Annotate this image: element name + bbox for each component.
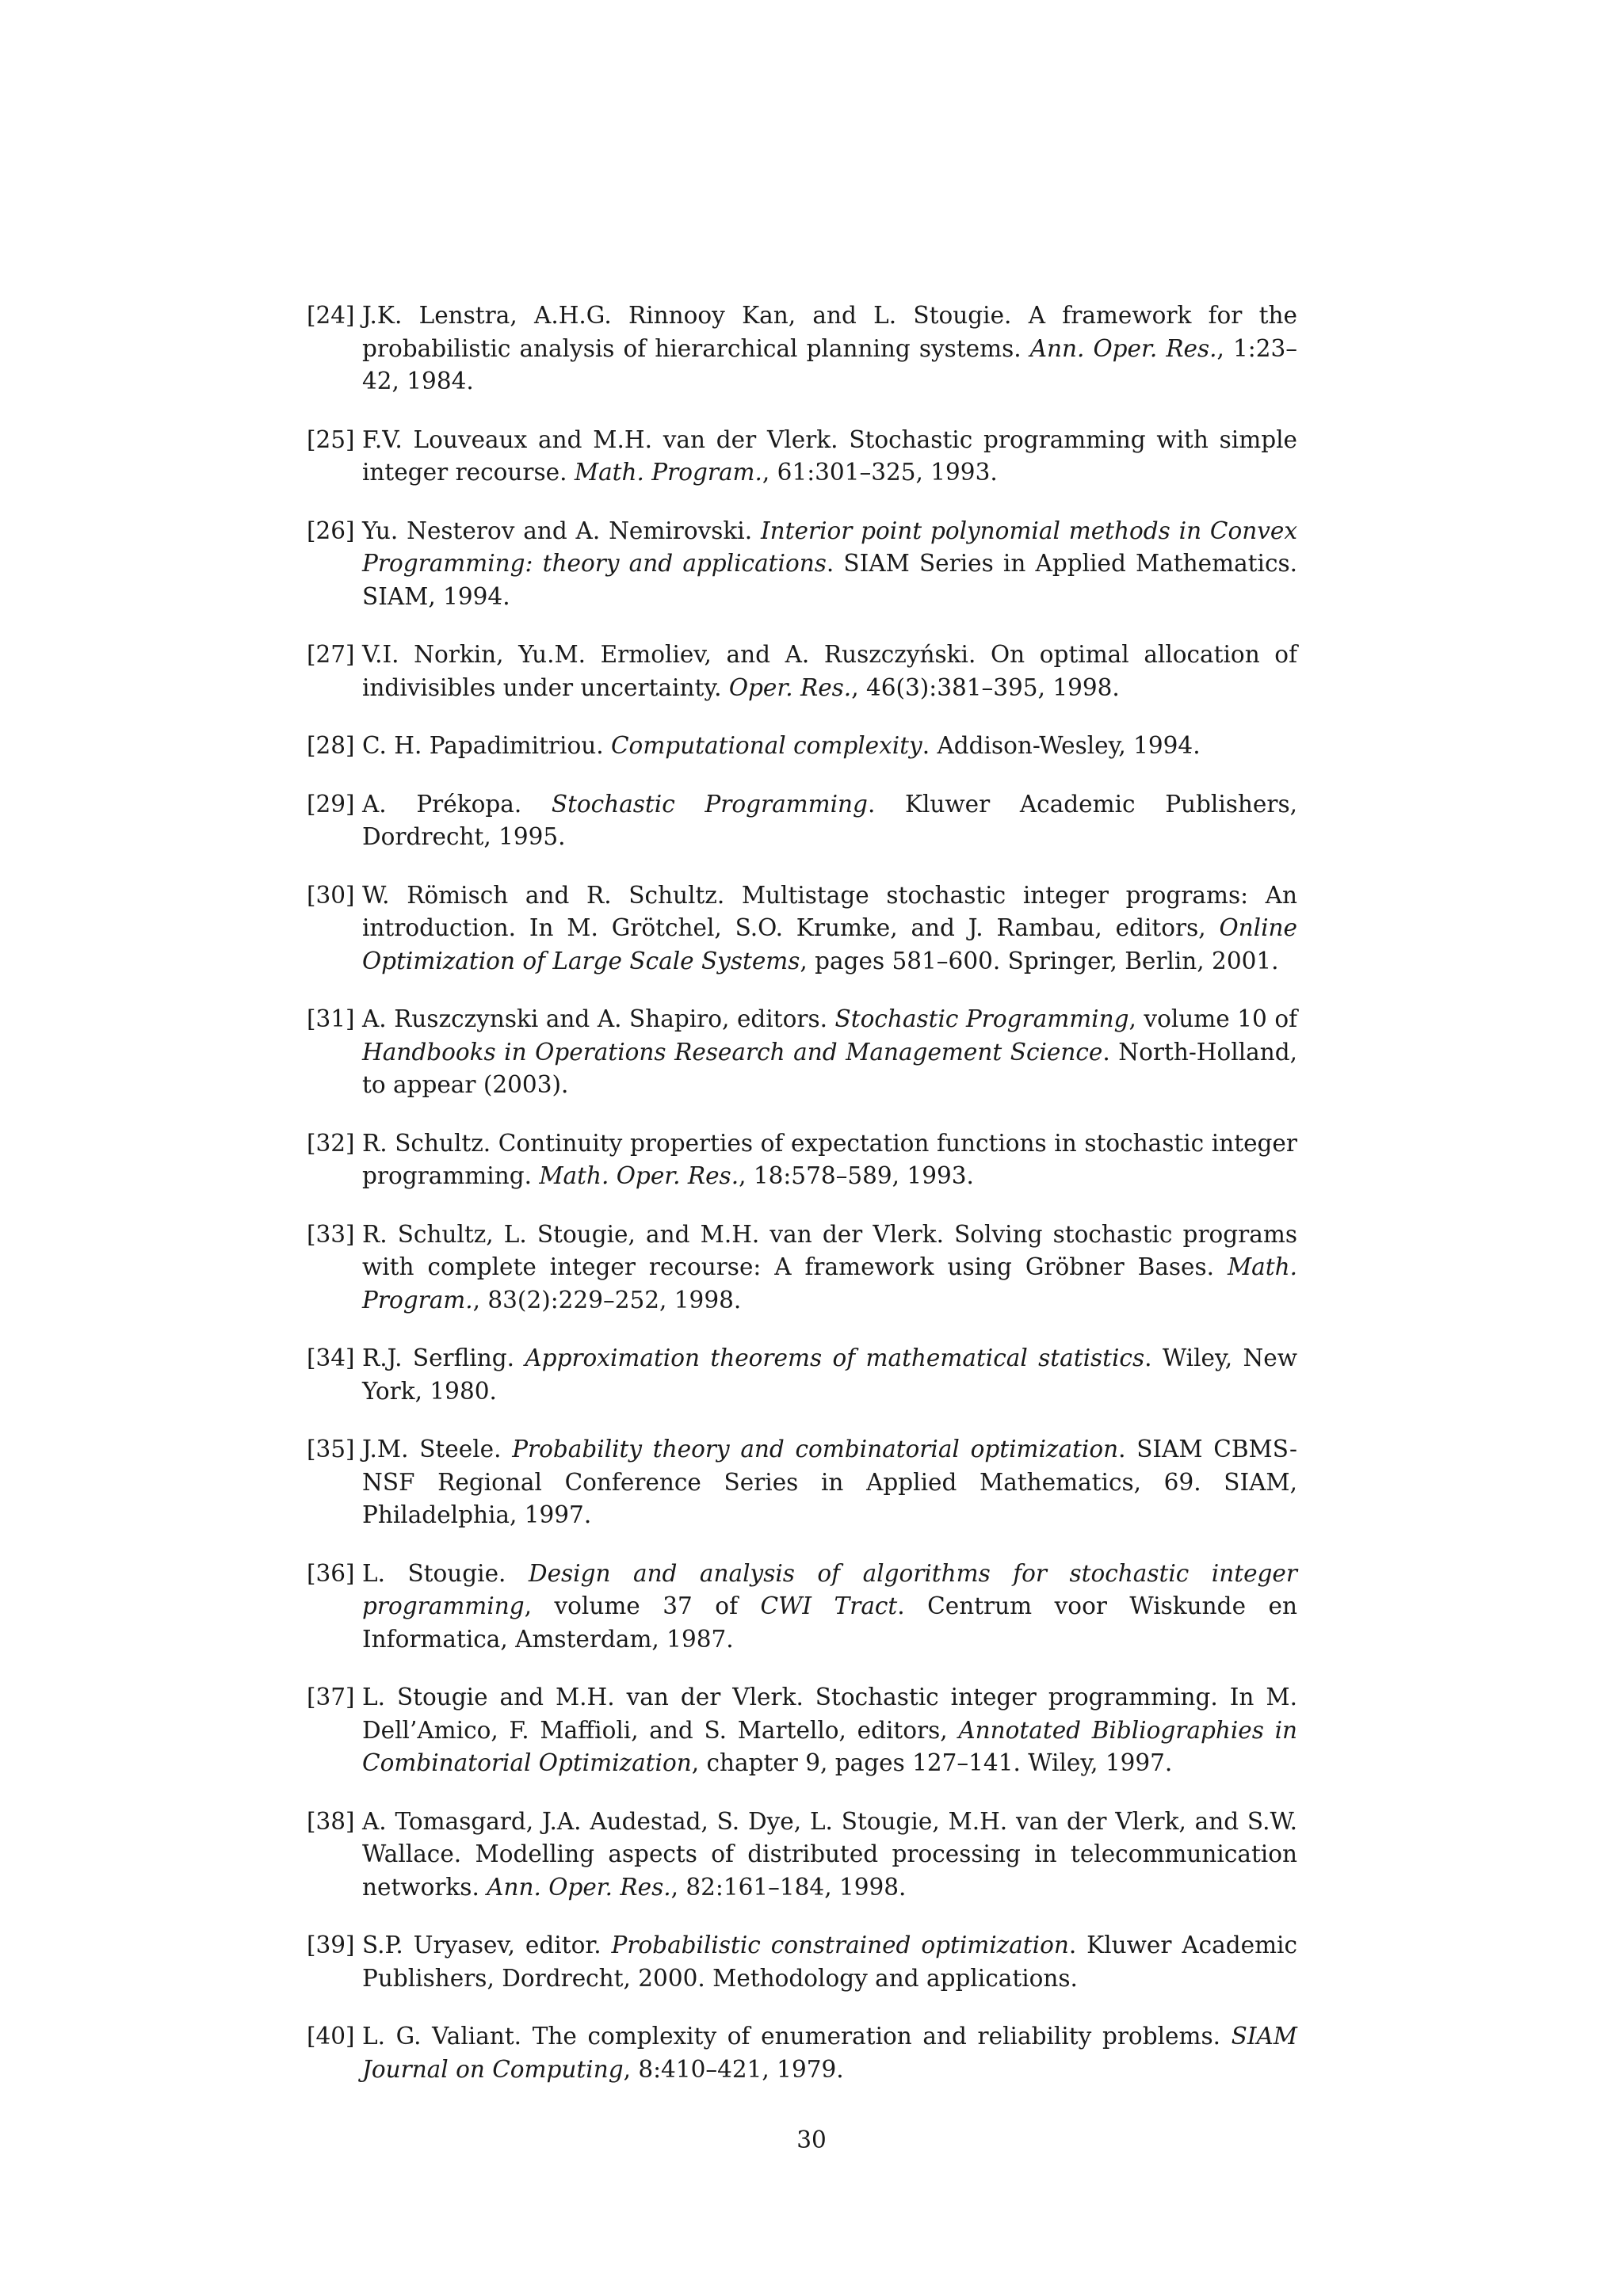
reference-segment: , 1:23–42, 1984. [362,334,1297,395]
reference-segment: . Wiley, New York, 1980. [362,1344,1297,1405]
reference-italic-segment: Ann. Oper. Res. [1029,334,1217,362]
reference-segment: , 83(2):229–252, 1998. [472,1286,742,1314]
reference-segment: W. Römisch and R. Schultz. Multistage stochastic integer programs: An introduction. In M. Grötchel, S.O. Krumke, and J. Rambau, editors, [362,881,1297,941]
reference-text [362,1342,1297,1408]
reference-segment: , pages 581–600. Springer, Berlin, 2001. [800,947,1279,974]
reference-entry [307,1127,1297,1193]
reference-segment: . SIAM Series in Applied Mathematics. SIAM, 1994. [362,550,1297,610]
reference-entry [307,639,1297,704]
reference-number: [26] [307,517,355,544]
reference-segment: R.J. Serfling. [362,1344,525,1371]
reference-segment: . Kluwer Academic Publishers, Dordrecht, 2000. Methodology and applications. [362,1932,1297,1992]
reference-entry [307,1003,1297,1102]
reference-text [362,1433,1297,1532]
reference-text [362,730,1297,763]
reference-number: [40] [307,2023,355,2050]
reference-italic-segment: Stochastic Programming [551,790,868,818]
reference-text [362,2020,1297,2086]
reference-list [307,299,1297,2111]
reference-number: [36] [307,1559,355,1587]
reference-segment: L. G. Valiant. The complexity of enumeration and reliability problems. [362,2023,1232,2050]
reference-segment: , chapter 9, pages 127–141. Wiley, 1997. [691,1749,1173,1776]
reference-segment: , 18:578–589, 1993. [739,1162,974,1189]
reference-italic-segment: Probability theory and combinatorial optimization [512,1436,1119,1463]
reference-segment: S.P. Uryasev, editor. [362,1932,612,1958]
reference-number: [33] [307,1220,355,1248]
reference-number: [35] [307,1436,355,1463]
reference-entry [307,1433,1297,1532]
reference-segment: V.I. Norkin, Yu.M. Ermoliev, and A. Ruszczyński. On optimal allocation of indivisibles under uncertainty. [362,641,1297,701]
reference-segment: L. Stougie and M.H. van der Vlerk. Stochastic integer programming. In M. Dell’Amico, F. Maffioli, and S. Martello, editors, [362,1684,1297,1744]
reference-segment: L. Stougie. [362,1559,529,1587]
reference-segment: A. Tomasgard, J.A. Audestad, S. Dye, L. Stougie, M.H. van der Vlerk, and S.W. Wallace. Modelling aspects of distributed processing in telecommunication networks. [362,1807,1297,1901]
reference-segment: , 46(3):381–395, 1998. [851,673,1120,701]
reference-segment: J.K. Lenstra, A.H.G. Rinnooy Kan, and L. Stougie. A framework for the probabilistic analysis of hierarchical planning systems. [362,302,1297,362]
reference-segment: Yu. Nesterov and A. Nemirovski. [362,517,761,544]
reference-italic-segment: Annotated Bibliographies in Combinatorial Optimization [362,1716,1298,1776]
reference-segment: . SIAM CBMS-NSF Regional Conference Series in Applied Mathematics, 69. SIAM, Philadelphia, 1997. [362,1436,1297,1528]
reference-segment: , 61:301–325, 1993. [762,459,998,486]
reference-segment: . Addison-Wesley, 1994. [922,732,1201,759]
reference-segment: F.V. Louveaux and M.H. van der Vlerk. Stochastic programming with simple integer recourse. [362,425,1297,486]
reference-text [362,515,1297,614]
reference-italic-segment: Online Optimization of Large Scale Systems [362,914,1297,974]
reference-italic-segment: Interior point polynomial methods in Convex Programming: theory and applications [362,517,1298,577]
page-number: 30 [796,2126,827,2153]
reference-text [362,639,1297,704]
reference-number: [31] [307,1005,355,1032]
reference-entry [307,299,1297,399]
reference-number: [32] [307,1129,355,1157]
reference-number: [24] [307,302,355,329]
reference-segment: , 8:410–421, 1979. [623,2055,844,2083]
reference-entry [307,730,1297,763]
reference-text [362,1219,1297,1318]
reference-segment: , 82:161–184, 1998. [670,1873,907,1901]
reference-entry [307,1929,1297,1995]
reference-entry [307,1342,1297,1408]
reference-text [362,788,1297,854]
reference-entry [307,424,1297,490]
reference-italic-segment: Design and analysis of algorithms for stochastic integer programming [362,1559,1297,1619]
reference-entry [307,1806,1297,1905]
reference-italic-segment: Approximation theorems of mathematical statistics [525,1344,1145,1371]
reference-number: [28] [307,732,355,759]
reference-text [362,1681,1297,1780]
reference-text [362,1003,1297,1102]
reference-italic-segment: Oper. Res. [728,673,852,701]
reference-italic-segment: Handbooks in Operations Research and Management Science [362,1038,1103,1066]
reference-italic-segment: Math. Oper. Res. [539,1162,739,1189]
reference-italic-segment: Computational complexity [610,732,922,759]
reference-entry [307,1558,1297,1657]
reference-text [362,1806,1297,1905]
reference-text [362,424,1297,490]
reference-segment: A. Ruszczynski and A. Shapiro, editors. [362,1005,835,1032]
reference-segment: . North-Holland, to appear (2003). [362,1038,1297,1098]
reference-segment: , volume 37 of [524,1592,761,1619]
reference-text [362,1558,1297,1657]
reference-number: [29] [307,790,355,818]
reference-text [362,879,1297,978]
reference-number: [37] [307,1684,355,1711]
reference-italic-segment: CWI Tract [760,1592,898,1619]
reference-segment: . Kluwer Academic Publishers, Dordrecht, 1995. [362,790,1298,850]
reference-number: [27] [307,641,355,668]
reference-entry [307,515,1297,614]
reference-entry [307,1681,1297,1780]
reference-number: [34] [307,1344,355,1371]
reference-segment: R. Schultz, L. Stougie, and M.H. van der Vlerk. Solving stochastic programs with complete integer recourse: A framework using Gröbner Bases. [362,1220,1297,1280]
reference-segment: , volume 10 of [1128,1005,1298,1032]
reference-italic-segment: SIAM Journal on Computing [362,2023,1297,2083]
reference-text [362,299,1297,399]
reference-text [362,1127,1297,1193]
reference-segment: C. H. Papadimitriou. [362,732,611,759]
reference-number: [25] [307,425,355,453]
reference-number: [39] [307,1932,355,1958]
reference-segment: . Centrum voor Wiskunde en Informatica, Amsterdam, 1987. [362,1592,1297,1653]
reference-italic-segment: Ann. Oper. Res. [487,1873,671,1901]
reference-segment: J.M. Steele. [362,1436,513,1463]
reference-number: [38] [307,1807,355,1835]
reference-entry [307,788,1297,854]
reference-segment: A. Prékopa. [362,790,552,818]
reference-italic-segment: Probabilistic constrained optimization [611,1932,1069,1958]
reference-italic-segment: Math. Program. [574,459,762,486]
reference-italic-segment: Stochastic Programming [834,1005,1129,1032]
reference-segment: R. Schultz. Continuity properties of expectation functions in stochastic integer programming. [362,1129,1297,1189]
reference-entry [307,2020,1297,2086]
reference-entry [307,879,1297,978]
reference-entry [307,1219,1297,1318]
reference-italic-segment: Math. Program. [362,1253,1297,1314]
reference-number: [30] [307,881,355,909]
reference-text [362,1929,1297,1995]
